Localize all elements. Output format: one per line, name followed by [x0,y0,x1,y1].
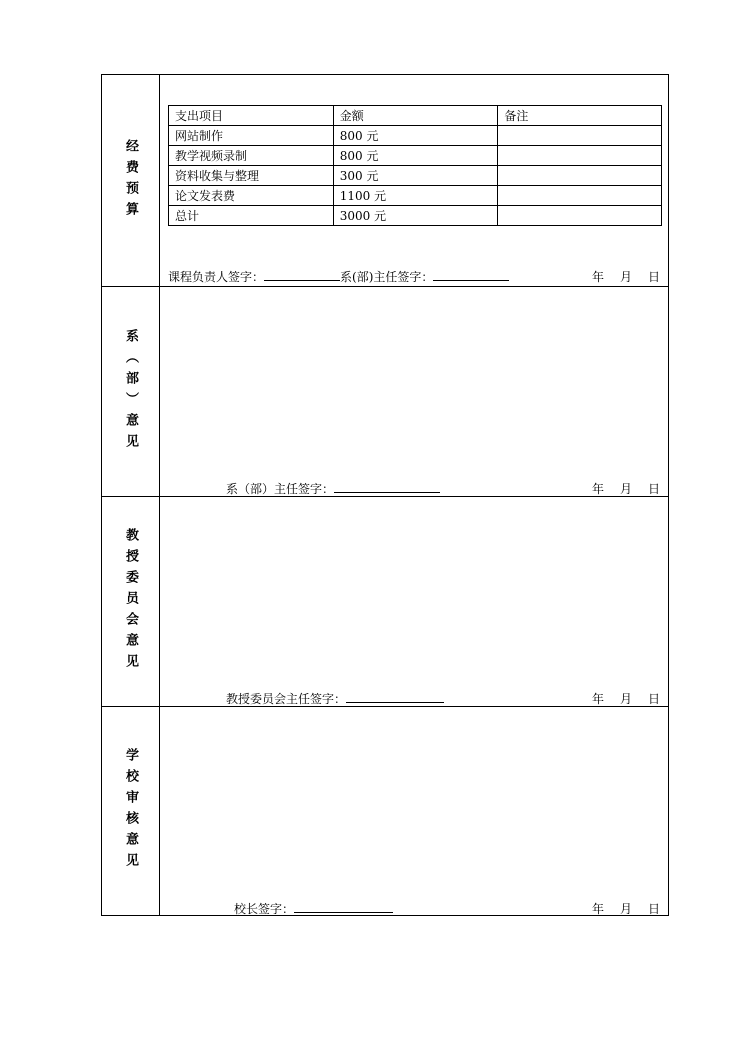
month-label: 月 [619,270,632,284]
amount-cell: 1100 元 [333,186,498,206]
budget-label: 经费预算 [123,138,138,223]
amount-cell: 800 元 [333,146,498,166]
day-label: 日 [647,902,660,916]
approval-form [101,74,669,916]
budget-date [576,268,660,285]
month-label: 月 [619,482,632,496]
header-amount: 金额 [333,106,498,126]
dept-head-signature-label: 系（部）主任签字： [226,482,335,496]
professors-date [576,690,660,707]
principal-signature-label: 校长签字： [234,902,295,916]
day-label: 日 [647,482,660,496]
school-opinion-section [102,706,668,915]
item-cell: 资料收集与整理 [169,166,334,186]
dept-label-cell [102,287,160,496]
committee-head-signature-field[interactable] [346,691,444,703]
day-label: 日 [647,270,660,284]
remarks-cell[interactable] [498,186,662,206]
professors-opinion-label: 教授委员会意见 [123,528,138,675]
principal-signature-field[interactable] [294,901,393,913]
table-row [169,206,662,226]
month-label: 月 [619,692,632,706]
amount-cell: 3000 元 [333,206,498,226]
dept-opinion-section [102,286,668,496]
table-row [169,166,662,186]
committee-head-signature-label: 教授委员会主任签字： [226,692,347,706]
item-cell: 总计 [169,206,334,226]
school-signature-line [234,900,393,917]
table-row [169,146,662,166]
header-remarks: 备注 [498,106,662,126]
dept-date [576,480,660,497]
school-label-cell [102,707,160,915]
remarks-cell[interactable] [498,206,662,226]
course-lead-signature-field[interactable] [264,269,340,281]
school-opinion-label: 学校审核意见 [123,748,138,874]
school-date [576,900,660,917]
budget-signature-line [168,268,509,285]
amount-cell: 300 元 [333,166,498,186]
course-lead-signature-label: 课程负责人签字： [168,270,265,284]
dept-head-signature-label: 系(部)主任签字： [340,270,434,284]
item-cell: 论文发表费 [169,186,334,206]
budget-table [168,105,662,226]
table-row [169,126,662,146]
dept-head-signature-field[interactable] [433,269,509,281]
header-item: 支出项目 [169,106,334,126]
remarks-cell[interactable] [498,166,662,186]
month-label: 月 [619,902,632,916]
table-row [169,186,662,206]
year-label: 年 [591,482,604,496]
year-label: 年 [591,692,604,706]
budget-section [102,75,668,286]
professors-opinion-content[interactable] [159,497,668,706]
amount-cell: 800 元 [333,126,498,146]
item-cell: 网站制作 [169,126,334,146]
budget-content [159,75,668,286]
professors-label-cell [102,497,160,706]
remarks-cell[interactable] [498,126,662,146]
school-opinion-content[interactable] [159,707,668,915]
dept-opinion-content[interactable] [159,287,668,496]
dept-opinion-label: 系（部）意见 [123,328,138,455]
professors-signature-line [226,690,444,707]
budget-table-header [169,106,662,126]
item-cell: 教学视频录制 [169,146,334,166]
year-label: 年 [591,902,604,916]
budget-label-cell [102,75,160,286]
professors-opinion-section [102,496,668,706]
dept-head-signature-field[interactable] [334,481,440,493]
dept-signature-line [226,480,440,497]
year-label: 年 [591,270,604,284]
remarks-cell[interactable] [498,146,662,166]
day-label: 日 [647,692,660,706]
